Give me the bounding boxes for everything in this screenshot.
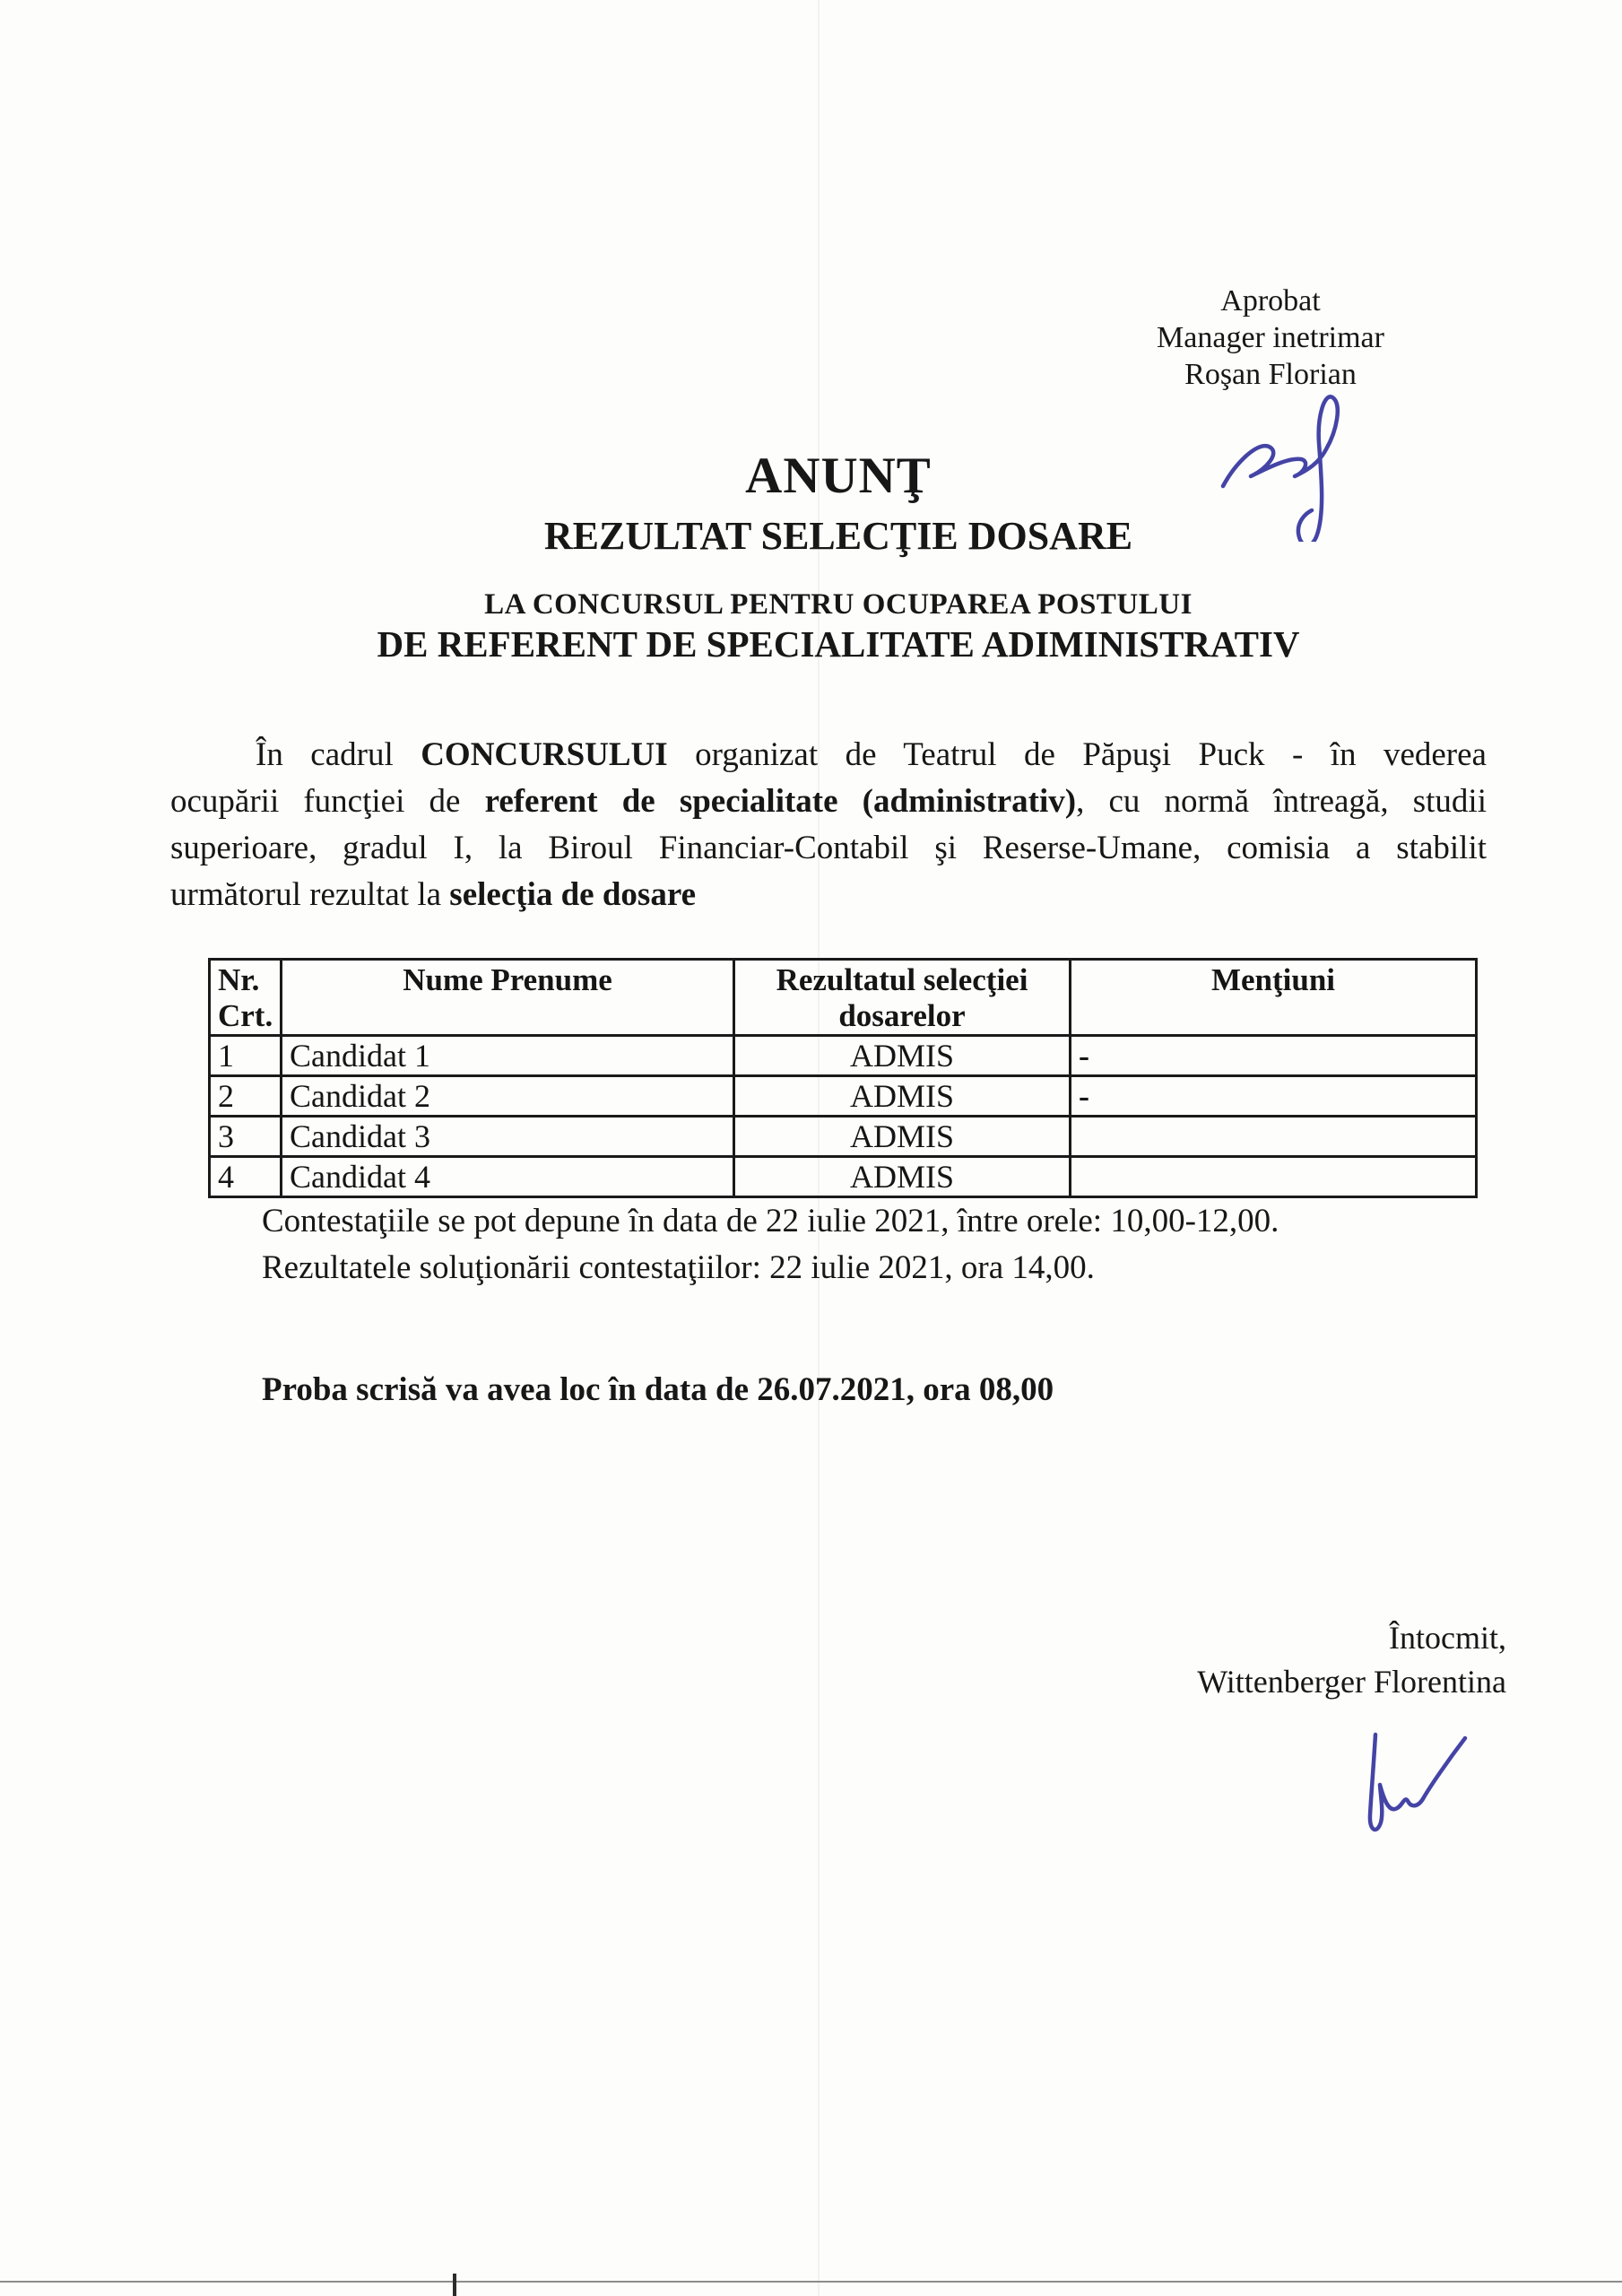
scan-edge-line (0, 2281, 1622, 2283)
cell-name: Candidat 2 (282, 1076, 734, 1117)
page-subtitle: REZULTAT SELECŢIE DOSARE (543, 514, 1133, 558)
cell-nr: 4 (210, 1157, 282, 1197)
signoff-name: Wittenberger Florentina (1197, 1664, 1506, 1700)
cell-result: ADMIS (734, 1036, 1071, 1076)
cell-note (1071, 1157, 1477, 1197)
intro-text-bold: CONCURSULUI (421, 736, 668, 773)
cell-name: Candidat 4 (282, 1157, 734, 1197)
cell-nr: 1 (210, 1036, 282, 1076)
written-exam-notice: Proba scrisă va avea loc în data de 26.07.2021, ora 08,00 (262, 1371, 1054, 1408)
table-row (210, 1076, 1477, 1117)
cell-note: - (1071, 1036, 1477, 1076)
approval-label: Aprobat (1220, 284, 1321, 317)
table-row (210, 1157, 1477, 1197)
intro-line-3 (170, 825, 1487, 872)
table-row (210, 1036, 1477, 1076)
intro-text-bold: selecţia de dosare (449, 876, 696, 913)
intro-text: următorul rezultat la (170, 876, 450, 913)
approval-role: Manager inetrimar (1157, 321, 1384, 354)
cell-nr: 3 (210, 1117, 282, 1157)
intro-line-2 (170, 778, 1487, 825)
intro-line-4 (170, 872, 1487, 918)
cell-nr: 2 (210, 1076, 282, 1117)
title-block (161, 0, 1515, 682)
author-signature (1347, 1729, 1490, 1846)
author-signature-icon (1347, 1729, 1490, 1846)
contest-title-line: LA CONCURSUL PENTRU OCUPAREA POSTULUI (484, 588, 1193, 621)
table-header-row (210, 960, 1477, 1036)
header-mentiuni: Menţiuni (1071, 960, 1477, 1036)
position-title-line: DE REFERENT DE SPECIALITATE ADIMINISTRATIV (377, 623, 1300, 665)
signoff-label: Întocmit, (1389, 1620, 1506, 1656)
results-table (208, 958, 1478, 1198)
contest-line-2: Rezultatele soluţionării contestaţiilor: 22 iulie 2021, ora 14,00. (262, 1249, 1095, 1286)
intro-text: În cadrul (256, 736, 421, 773)
contest-paragraph (262, 1198, 1517, 1292)
header-rezultat: Rezultatul selecţiei dosarelor (734, 960, 1071, 1036)
intro-text: superioare, gradul I, la Biroul Financiar-Contabil şi Reserse-Umane, comisia a stabilit (170, 830, 1487, 866)
cell-result: ADMIS (734, 1117, 1071, 1157)
intro-text: organizat de Teatrul de Păpuşi Puck - în vederea (667, 736, 1487, 773)
cell-name: Candidat 3 (282, 1117, 734, 1157)
scan-tick-mark (453, 2274, 456, 2296)
contest-line-1: Contestaţiile se pot depune în data de 22 iulie 2021, între orele: 10,00-12,00. (262, 1203, 1279, 1239)
cell-result: ADMIS (734, 1076, 1071, 1117)
table-row (210, 1117, 1477, 1157)
cell-result: ADMIS (734, 1157, 1071, 1197)
intro-text: , cu normă întreagă, studii (1076, 783, 1487, 820)
header-nr-crt: Nr. Crt. (210, 960, 282, 1036)
cell-note: - (1071, 1076, 1477, 1117)
intro-paragraph (170, 732, 1487, 918)
approval-name: Roşan Florian (1184, 358, 1357, 391)
header-nume-prenume: Nume Prenume (282, 960, 734, 1036)
intro-text: ocupării funcţiei de (170, 783, 485, 820)
intro-line-1 (170, 732, 1487, 778)
signoff-block (897, 1616, 1506, 1704)
intro-text-bold: referent de specialitate (administrativ) (484, 783, 1077, 820)
cell-name: Candidat 1 (282, 1036, 734, 1076)
page-title: ANUNŢ (745, 448, 932, 504)
cell-note (1071, 1117, 1477, 1157)
